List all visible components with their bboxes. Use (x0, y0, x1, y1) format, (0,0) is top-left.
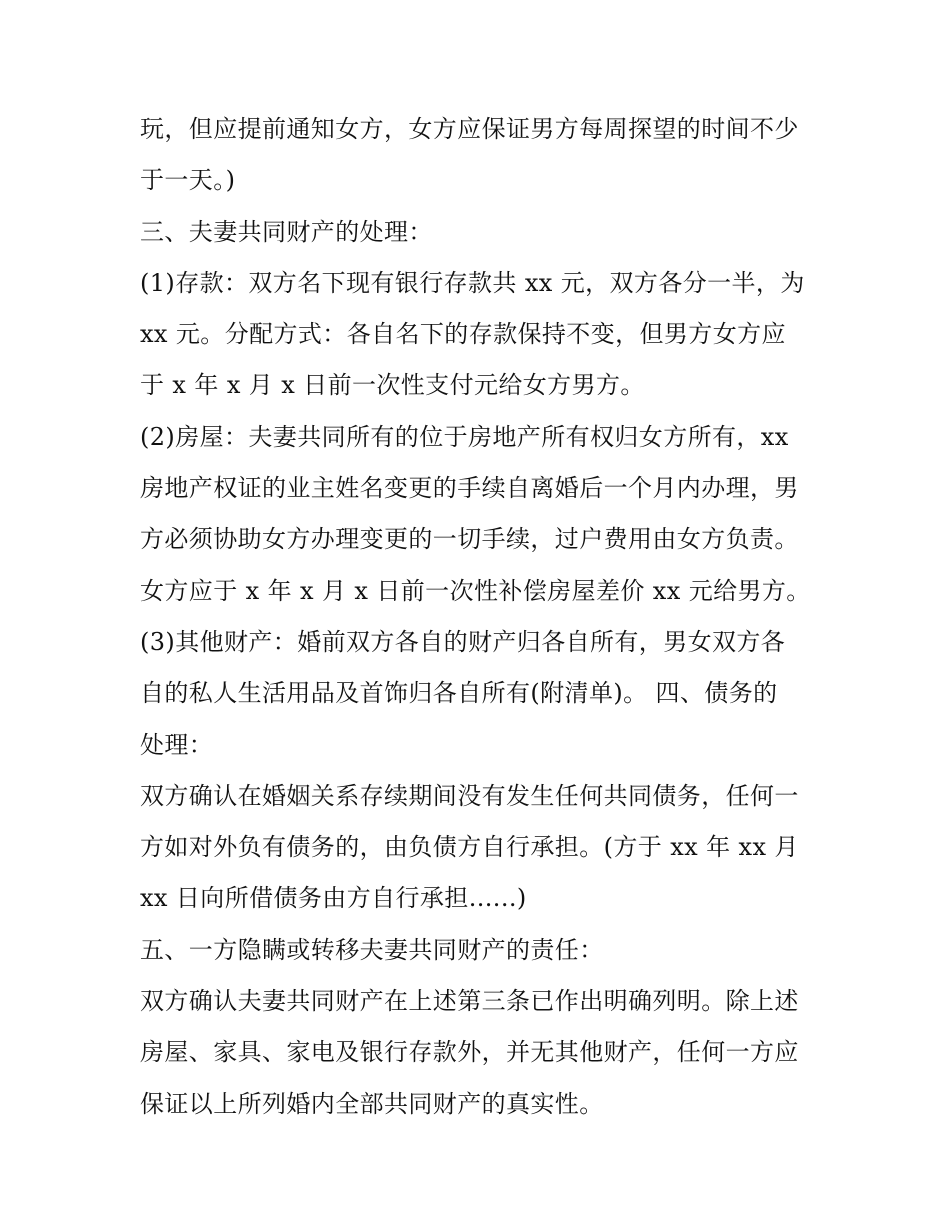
text-line: (2)房屋：夫妻共同所有的位于房地产所有权归女方所有，xx (140, 422, 789, 451)
text-line: (3)其他财产：婚前双方各自的财产归各自所有，男女双方各 (140, 627, 786, 656)
text-line: xx 日向所借债务由方自行承担......) (140, 884, 527, 913)
text-line: xx 元。分配方式：各自名下的存款保持不变，但男方女方应 (140, 320, 786, 349)
document-body (140, 104, 820, 1130)
text-line: 房屋、家具、家电及银行存款外，并无其他财产，任何一方应 (140, 1038, 799, 1067)
text-line: 处理： (140, 730, 214, 759)
text-line: 方如对外负有债务的，由负债方自行承担。(方于 xx 年 xx 月 (140, 833, 799, 862)
text-line: 保证以上所列婚内全部共同财产的真实性。 (140, 1089, 604, 1118)
text-line: 双方确认夫妻共同财产在上述第三条已作出明确列明。除上述 (140, 987, 799, 1016)
text-line: 玩，但应提前通知女方，女方应保证男方每周探望的时间不少 (140, 115, 799, 143)
text-line: 房地产权证的业主姓名变更的手续自离婚后一个月内办理，男 (140, 474, 799, 503)
text-line: 方必须协助女方办理变更的一切手续，过户费用由女方负责。 (140, 525, 799, 554)
section-heading-property: 三、夫妻共同财产的处理： (140, 217, 433, 246)
section-heading-concealment: 五、一方隐瞒或转移夫妻共同财产的责任： (140, 935, 604, 964)
text-line: 于一天。) (140, 166, 236, 195)
text-line: (1)存款：双方名下现有银行存款共 xx 元，双方各分一半，为 (140, 268, 805, 297)
text-line: 双方确认在婚姻关系存续期间没有发生任何共同债务，任何一 (140, 781, 799, 810)
text-line: 女方应于 x 年 x 月 x 日前一次性补偿房屋差价 xx 元给男方。 (140, 576, 811, 605)
text-line: 自的私人生活用品及首饰归各自所有(附清单)。 四、债务的 (140, 679, 778, 708)
text-line: 于 x 年 x 月 x 日前一次性支付元给女方男方。 (140, 371, 645, 400)
